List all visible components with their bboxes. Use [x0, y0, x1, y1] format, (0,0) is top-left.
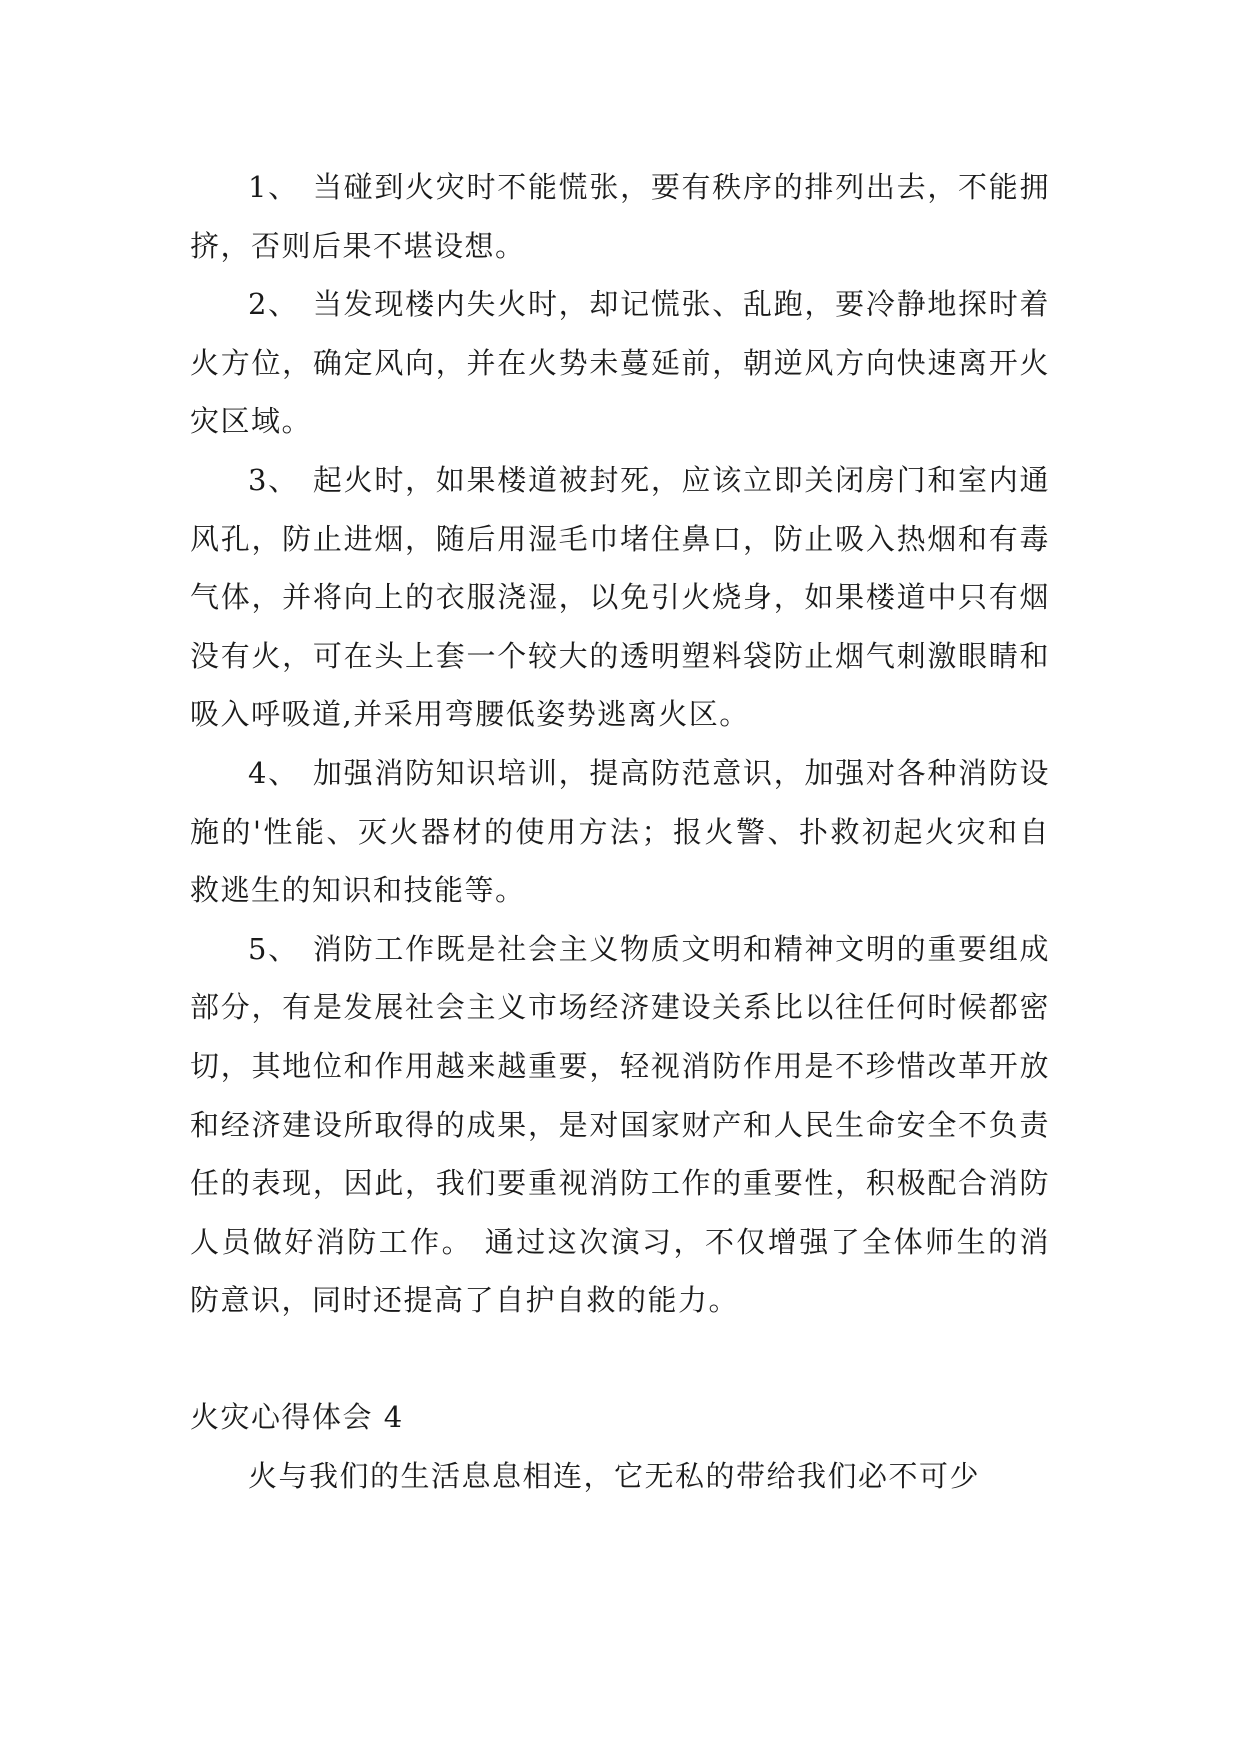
item-number: 3、	[248, 462, 299, 497]
item-text: 加强消防知识培训，提高防范意识，加强对各种消防设施的'性能、灭火器材的使用方法；报火警、扑救初起火灾和自救逃生的知识和技能等。	[190, 755, 1050, 908]
list-item	[190, 451, 1050, 744]
item-text: 当发现楼内失火时，却记慌张、乱跑，要冷静地探时着火方位，确定风向，并在火势未蔓延前，朝逆风方向快速离开火灾区域。	[190, 287, 1050, 439]
document-body	[190, 158, 1050, 1506]
list-item	[190, 920, 1050, 1330]
list-item	[190, 275, 1050, 451]
item-number: 5、	[248, 931, 299, 966]
item-number: 4、	[248, 755, 299, 790]
list-item	[190, 158, 1050, 275]
paragraph: 火与我们的生活息息相连，它无私的带给我们必不可少	[248, 1459, 981, 1494]
item-number: 2、	[248, 287, 299, 322]
item-number: 1、	[248, 170, 299, 204]
list-item	[190, 744, 1050, 920]
item-text: 消防工作既是社会主义物质文明和精神文明的重要组成部分，有是发展社会主义市场经济建设关系比以往任何时候都密切，其地位和作用越来越重要，轻视消防作用是不珍惜改革开放和经济建设所取得的成果，是对国家财产和人民生命安全不负责任的表现，因此，我们要重视消防工作的重要性，积极配合消防人员做好消防工作。 通过这次演习，不仅增强了全体师生的消防意识，同时还提高了自护自救的能力。	[190, 931, 1050, 1318]
item-text: 起火时，如果楼道被封死，应该立即关闭房门和室内通风孔，防止进烟，随后用湿毛巾堵住鼻口，防止吸入热烟和有毒气体，并将向上的衣服浇湿，以免引火烧身，如果楼道中只有烟没有火，可在头上套一个较大的透明塑料袋防止烟气刺激眼睛和吸入呼吸道,并采用弯腰低姿势逃离火区。	[190, 462, 1050, 732]
item-text: 当碰到火灾时不能慌张，要有秩序的排列出去，不能拥挤，否则后果不堪设想。	[190, 170, 1050, 263]
section-heading: 火灾心得体会 4	[190, 1400, 404, 1435]
